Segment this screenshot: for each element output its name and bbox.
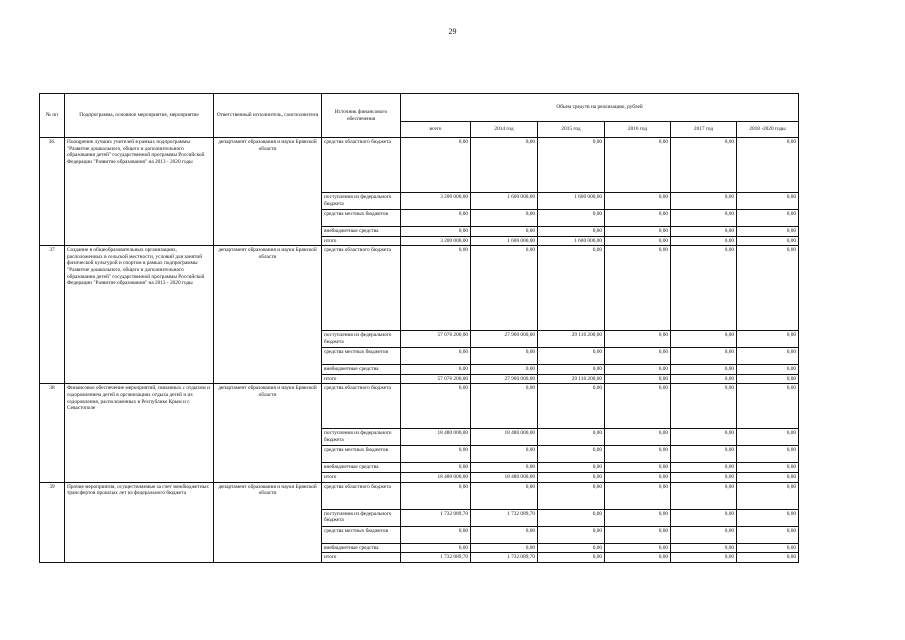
funding-source: внебюджетные средства bbox=[322, 365, 401, 375]
amount-cell: 57 076 200,00 bbox=[401, 374, 471, 384]
amount-cell: 0,00 bbox=[471, 210, 538, 227]
amount-cell: 18 480 000,00 bbox=[401, 473, 471, 483]
amount-cell: 0,00 bbox=[671, 526, 737, 543]
amount-cell: 57 076 200,00 bbox=[401, 331, 471, 348]
amount-cell: 0,00 bbox=[538, 348, 605, 365]
amount-cell: 0,00 bbox=[605, 473, 671, 483]
amount-cell: 3 200 000,00 bbox=[401, 236, 471, 246]
amount-cell: 0,00 bbox=[471, 365, 538, 375]
header-year-2014: 2014 год bbox=[471, 122, 538, 138]
amount-cell: 0,00 bbox=[737, 193, 799, 210]
responsible-executor: департамент образования и науки Брянской области bbox=[214, 482, 322, 562]
amount-cell: 0,00 bbox=[401, 526, 471, 543]
amount-cell: 0,00 bbox=[737, 526, 799, 543]
amount-cell: 0,00 bbox=[671, 246, 737, 331]
amount-cell: 0,00 bbox=[538, 365, 605, 375]
amount-cell: 0,00 bbox=[538, 553, 605, 563]
amount-cell: 1 600 000,00 bbox=[471, 236, 538, 246]
amount-cell: 0,00 bbox=[605, 463, 671, 473]
amount-cell: 0,00 bbox=[671, 331, 737, 348]
funding-source: средства местных бюджетов bbox=[322, 210, 401, 227]
amount-cell: 0,00 bbox=[605, 227, 671, 237]
amount-cell: 1 732 089,70 bbox=[471, 509, 538, 526]
amount-cell: 1 600 000,00 bbox=[538, 193, 605, 210]
funding-source: поступления из федерального бюджета bbox=[322, 429, 401, 446]
amount-cell: 0,00 bbox=[737, 509, 799, 526]
table-row bbox=[40, 482, 799, 509]
table-row bbox=[40, 246, 799, 331]
amount-cell: 0,00 bbox=[401, 463, 471, 473]
funding-source: средства областного бюджета bbox=[322, 246, 401, 331]
amount-cell: 0,00 bbox=[401, 446, 471, 463]
funding-source: средства местных бюджетов bbox=[322, 348, 401, 365]
amount-cell: 0,00 bbox=[538, 446, 605, 463]
amount-cell: 0,00 bbox=[671, 138, 737, 193]
amount-cell: 0,00 bbox=[605, 210, 671, 227]
header-executor: Ответственный исполнитель, соисполнители bbox=[214, 94, 322, 138]
amount-cell: 0,00 bbox=[737, 210, 799, 227]
amount-cell: 0,00 bbox=[471, 526, 538, 543]
header-year-total: всего bbox=[401, 122, 471, 138]
funding-source: средства областного бюджета bbox=[322, 482, 401, 509]
amount-cell: 0,00 bbox=[737, 246, 799, 331]
funding-source: поступления из федерального бюджета bbox=[322, 193, 401, 210]
responsible-executor: департамент образования и науки Брянской области bbox=[214, 138, 322, 246]
amount-cell: 0,00 bbox=[671, 429, 737, 446]
amount-cell: 0,00 bbox=[401, 246, 471, 331]
amount-cell: 18 480 000,00 bbox=[471, 429, 538, 446]
amount-cell: 0,00 bbox=[737, 138, 799, 193]
amount-cell: 0,00 bbox=[671, 473, 737, 483]
funding-source: внебюджетные средства bbox=[322, 543, 401, 553]
amount-cell: 0,00 bbox=[605, 193, 671, 210]
amount-cell: 0,00 bbox=[471, 227, 538, 237]
amount-cell: 0,00 bbox=[538, 509, 605, 526]
amount-cell: 0,00 bbox=[401, 210, 471, 227]
amount-cell: 1 732 089,70 bbox=[471, 553, 538, 563]
amount-cell: 0,00 bbox=[737, 482, 799, 509]
amount-cell: 0,00 bbox=[737, 384, 799, 429]
header-year-2015: 2015 год bbox=[538, 122, 605, 138]
amount-cell: 0,00 bbox=[671, 446, 737, 463]
funding-source: средства местных бюджетов bbox=[322, 446, 401, 463]
amount-cell: 0,00 bbox=[737, 227, 799, 237]
amount-cell: 0,00 bbox=[671, 374, 737, 384]
amount-cell: 0,00 bbox=[671, 227, 737, 237]
amount-cell: 0,00 bbox=[737, 348, 799, 365]
amount-cell: 29 116 200,00 bbox=[538, 331, 605, 348]
amount-cell: 0,00 bbox=[605, 365, 671, 375]
funding-source: средства областного бюджета bbox=[322, 138, 401, 193]
funding-source: поступления из федерального бюджета bbox=[322, 509, 401, 526]
amount-cell: 0,00 bbox=[605, 553, 671, 563]
amount-cell: 0,00 bbox=[605, 543, 671, 553]
amount-cell: 0,00 bbox=[401, 384, 471, 429]
activity-description: Создание в общеобразовательных организациях, расположенных в сельской местности, условий для занятий физической культурой и спортом в рамках подпрограммы "Развитие дошкольного, общего и дополнительного образования детей" государственной программы Российской Федерации "Развитие образования" на 2013 - 2020 годы bbox=[65, 246, 214, 384]
amount-cell: 29 116 200,00 bbox=[538, 374, 605, 384]
header-row bbox=[40, 94, 799, 122]
amount-cell: 0,00 bbox=[538, 227, 605, 237]
amount-cell: 0,00 bbox=[538, 543, 605, 553]
amount-cell: 0,00 bbox=[401, 348, 471, 365]
amount-cell: 0,00 bbox=[605, 138, 671, 193]
header-year-2018-2020: 2018 -2020 годы bbox=[737, 122, 799, 138]
amount-cell: 0,00 bbox=[605, 246, 671, 331]
header-volume: Объем средств на реализацию, рублей bbox=[401, 94, 799, 122]
amount-cell: 0,00 bbox=[538, 429, 605, 446]
amount-cell: 0,00 bbox=[671, 210, 737, 227]
row-number: 39 bbox=[40, 482, 65, 562]
amount-cell: 0,00 bbox=[401, 543, 471, 553]
amount-cell: 0,00 bbox=[605, 236, 671, 246]
amount-cell: 0,00 bbox=[471, 348, 538, 365]
amount-cell: 0,00 bbox=[605, 446, 671, 463]
funding-source: итого bbox=[322, 374, 401, 384]
amount-cell: 0,00 bbox=[737, 473, 799, 483]
amount-cell: 0,00 bbox=[671, 553, 737, 563]
amount-cell: 1 732 089,70 bbox=[401, 509, 471, 526]
amount-cell: 0,00 bbox=[538, 526, 605, 543]
page-number: 29 bbox=[448, 27, 457, 36]
amount-cell: 27 960 000,00 bbox=[471, 331, 538, 348]
amount-cell: 0,00 bbox=[471, 463, 538, 473]
header-source: Источник финансового обеспечения bbox=[322, 94, 401, 138]
amount-cell: 3 200 000,00 bbox=[401, 193, 471, 210]
amount-cell: 0,00 bbox=[605, 374, 671, 384]
funding-source: итого bbox=[322, 553, 401, 563]
amount-cell: 0,00 bbox=[471, 482, 538, 509]
amount-cell: 0,00 bbox=[737, 365, 799, 375]
amount-cell: 0,00 bbox=[605, 384, 671, 429]
amount-cell: 18 480 000,00 bbox=[471, 473, 538, 483]
table-body bbox=[40, 138, 799, 563]
amount-cell: 1 732 089,70 bbox=[401, 553, 471, 563]
amount-cell: 1 600 000,00 bbox=[471, 193, 538, 210]
amount-cell: 0,00 bbox=[401, 482, 471, 509]
amount-cell: 0,00 bbox=[737, 543, 799, 553]
amount-cell: 0,00 bbox=[671, 509, 737, 526]
activity-description: Поощрение лучших учителей в рамках подпрограммы "Развитие дошкольного, общего и дополнительного образования детей" государственной программы Российской Федерации "Развитие образования" на 2013 - 2020 годы bbox=[65, 138, 214, 246]
funding-source: внебюджетные средства bbox=[322, 463, 401, 473]
amount-cell: 0,00 bbox=[671, 193, 737, 210]
header-year-2017: 2017 год bbox=[671, 122, 737, 138]
table-row bbox=[40, 138, 799, 193]
amount-cell: 1 600 000,00 bbox=[538, 236, 605, 246]
amount-cell: 0,00 bbox=[538, 463, 605, 473]
row-number: 36. bbox=[40, 138, 65, 246]
amount-cell: 0,00 bbox=[471, 446, 538, 463]
amount-cell: 0,00 bbox=[538, 210, 605, 227]
amount-cell: 0,00 bbox=[538, 384, 605, 429]
amount-cell: 0,00 bbox=[737, 374, 799, 384]
amount-cell: 0,00 bbox=[401, 365, 471, 375]
amount-cell: 0,00 bbox=[605, 509, 671, 526]
amount-cell: 0,00 bbox=[538, 482, 605, 509]
amount-cell: 18 480 000,00 bbox=[401, 429, 471, 446]
funding-source: поступления из федерального бюджета bbox=[322, 331, 401, 348]
amount-cell: 0,00 bbox=[401, 227, 471, 237]
amount-cell: 0,00 bbox=[671, 365, 737, 375]
header-num: № пп bbox=[40, 94, 65, 138]
amount-cell: 0,00 bbox=[737, 236, 799, 246]
amount-cell: 0,00 bbox=[671, 543, 737, 553]
amount-cell: 0,00 bbox=[401, 138, 471, 193]
amount-cell: 0,00 bbox=[671, 482, 737, 509]
funding-source: средства областного бюджета bbox=[322, 384, 401, 429]
amount-cell: 0,00 bbox=[538, 246, 605, 331]
responsible-executor: департамент образования и науки Брянской области bbox=[214, 384, 322, 482]
amount-cell: 0,00 bbox=[671, 348, 737, 365]
table-row bbox=[40, 384, 799, 429]
amount-cell: 0,00 bbox=[671, 384, 737, 429]
amount-cell: 0,00 bbox=[737, 463, 799, 473]
responsible-executor: департамент образования и науки Брянской области bbox=[214, 246, 322, 384]
amount-cell: 0,00 bbox=[471, 246, 538, 331]
amount-cell: 0,00 bbox=[538, 138, 605, 193]
amount-cell: 0,00 bbox=[605, 429, 671, 446]
amount-cell: 0,00 bbox=[605, 331, 671, 348]
activity-description: Прочие мероприятия, осуществляемые за счет межбюджетных трансфертов прошлых лет из федерального бюджета bbox=[65, 482, 214, 562]
amount-cell: 0,00 bbox=[471, 138, 538, 193]
amount-cell: 0,00 bbox=[471, 384, 538, 429]
amount-cell: 0,00 bbox=[538, 473, 605, 483]
row-number: 37 bbox=[40, 246, 65, 384]
amount-cell: 0,00 bbox=[605, 526, 671, 543]
amount-cell: 0,00 bbox=[737, 553, 799, 563]
amount-cell: 0,00 bbox=[737, 429, 799, 446]
funding-source: средства местных бюджетов bbox=[322, 526, 401, 543]
amount-cell: 0,00 bbox=[471, 543, 538, 553]
header-program: Подпрограмма, основное мероприятие, мероприятие bbox=[65, 94, 214, 138]
amount-cell: 0,00 bbox=[605, 482, 671, 509]
funding-source: итого bbox=[322, 473, 401, 483]
amount-cell: 27 960 000,00 bbox=[471, 374, 538, 384]
amount-cell: 0,00 bbox=[737, 446, 799, 463]
amount-cell: 0,00 bbox=[671, 236, 737, 246]
amount-cell: 0,00 bbox=[737, 331, 799, 348]
budget-table bbox=[39, 93, 799, 563]
activity-description: Финансовое обеспечение мероприятий, связанных с отдыхом и оздоровлением детей в организациях отдыха детей и их оздоровления, расположенных в Республике Крым и г. Севастополе bbox=[65, 384, 214, 482]
funding-source: итого bbox=[322, 236, 401, 246]
funding-source: внебюджетные средства bbox=[322, 227, 401, 237]
amount-cell: 0,00 bbox=[605, 348, 671, 365]
header-year-2016: 2016 год bbox=[605, 122, 671, 138]
amount-cell: 0,00 bbox=[671, 463, 737, 473]
row-number: 38 bbox=[40, 384, 65, 482]
